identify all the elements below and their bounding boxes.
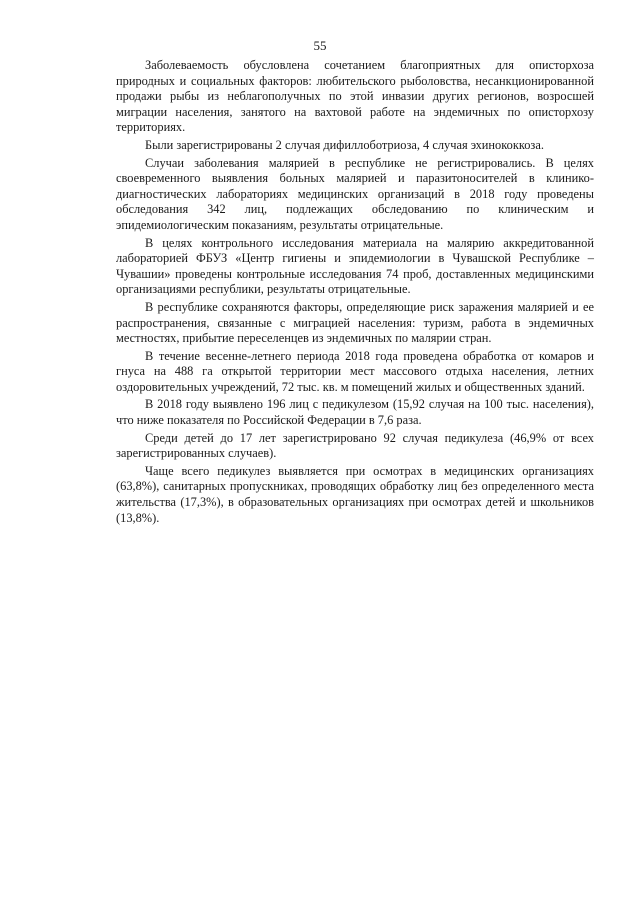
paragraph-pediculosis-total: В 2018 году выявлено 196 лиц с педикулезом (15,92 случая на 100 тыс. населения), что ниже показателя по Российской Федерации в 7,6 раза. bbox=[116, 397, 594, 428]
document-body bbox=[116, 58, 594, 526]
paragraph-pediculosis-children: Среди детей до 17 лет зарегистрировано 92 случая педикулеза (46,9% от всех зарегистрированных случаев). bbox=[116, 430, 594, 461]
paragraph-pediculosis-detection: Чаще всего педикулез выявляется при осмотрах в медицинских организациях (63,8%), санитарных пропускниках, проводящих обработку лиц без определенного места жительства (17,3%), в образовательных организациях при осмотрах детей и школьников (13,8%). bbox=[116, 463, 594, 525]
paragraph-opisthorchiasis-factors: Заболеваемость обусловлена сочетанием благоприятных для описторхоза природных и социальных факторов: любительского рыболовства, несанкционированной продажи рыбы из неблагополучных по этой инвазии других регионов, возросшей миграции населения, занятого на вахтовой работе на эндемичных по описторхозу территориях. bbox=[116, 58, 594, 135]
page-number: 55 bbox=[313, 38, 327, 53]
paragraph-malaria-control-research: В целях контрольного исследования материала на малярию аккредитованной лабораторией ФБУЗ «Центр гигиены и эпидемиологии в Чувашской Республике – Чувашии» проведены контрольные исследования 74 проб, доставленных медицинскими организациями республики, результаты отрицательные. bbox=[116, 235, 594, 297]
paragraph-diphyllobothriasis-echinococcosis: Были зарегистрированы 2 случая дифиллоботриоза, 4 случая эхинококкоза. bbox=[145, 137, 544, 152]
paragraph-malaria-risk-factors: В республике сохраняются факторы, определяющие риск заражения малярией и ее распространения, связанные с миграцией населения: туризм, работа в эндемичных местностях, прибытие переселенцев из эндемичных по малярии стран. bbox=[116, 299, 594, 346]
paragraph-malaria-cases: Случаи заболевания малярией в республике не регистрировались. В целях своевременного выявления больных малярией и паразитоносителей в клинико-диагностических лабораториях медицинских организаций в 2018 году проведены обследования 342 лиц, подлежащих обследованию по клиническим и эпидемиологическим показаниям, результаты отрицательные. bbox=[116, 155, 594, 232]
paragraph-mosquito-treatment: В течение весенне-летнего периода 2018 года проведена обработка от комаров и гнуса на 488 га открытой территории мест массового отдыха населения, летних оздоровительных учреждений, 72 тыс. кв. м помещений жилых и общественных зданий. bbox=[116, 348, 594, 394]
